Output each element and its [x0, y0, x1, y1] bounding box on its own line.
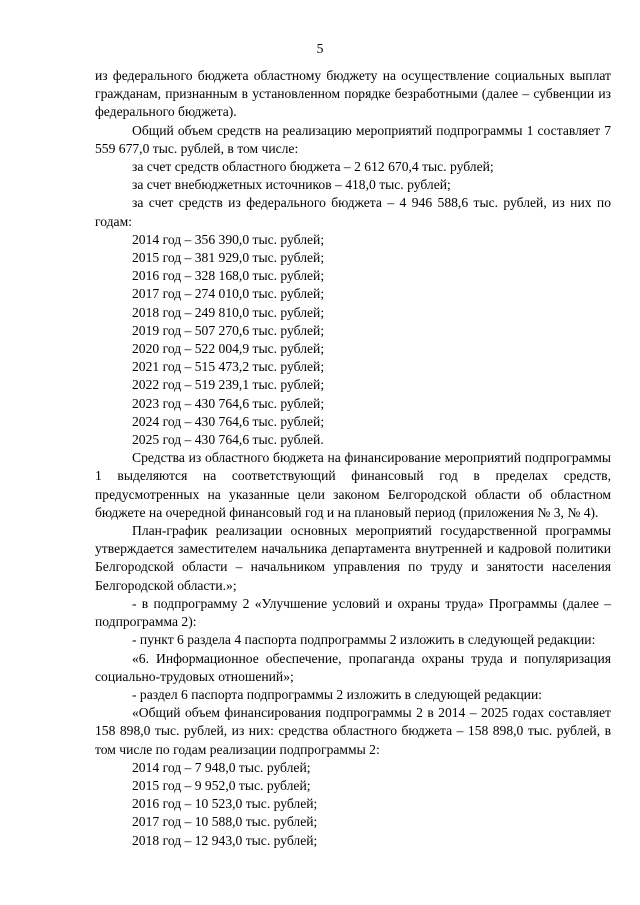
list-item: 2022 год – 519 239,1 тыс. рублей; — [132, 377, 325, 393]
list-item: 2015 год – 381 929,0 тыс. рублей; — [132, 250, 325, 266]
list-item: 2016 год – 328 168,0 тыс. рублей; — [132, 268, 325, 284]
list-item: 2017 год – 274 010,0 тыс. рублей; — [132, 286, 325, 302]
paragraph-subventions: из федерального бюджета областному бюджету на осуществление социальных выплат гражданам, признанным в установленном порядке безработными (далее – субвенции из федерального бюджета). — [95, 68, 611, 120]
paragraph-total-volume: Общий объем средств на реализацию мероприятий подпрограммы 1 составляет 7 559 677,0 тыс. рублей, в том числе: — [95, 122, 611, 156]
list-item: 2019 год – 507 270,6 тыс. рублей; — [132, 322, 325, 338]
list-item: 2017 год – 10 588,0 тыс. рублей; — [132, 814, 318, 830]
list-item: 2025 год – 430 764,6 тыс. рублей. — [132, 432, 324, 448]
list-item: 2014 год – 356 390,0 тыс. рублей; — [132, 231, 325, 247]
paragraph-regional-budget: за счет средств областного бюджета – 2 612 670,4 тыс. рублей; — [132, 159, 494, 175]
paragraph-total-financing-2: «Общий объем финансирования подпрограммы 2 в 2014 – 2025 годах составляет 158 898,0 тыс. рублей, из них: средства областного бюджета – 158 898,0 тыс. рублей, в том числе по годам реализации подпрограммы 2: — [95, 705, 611, 757]
list-item: 2020 год – 522 004,9 тыс. рублей; — [132, 341, 325, 357]
paragraph-plan-schedule: План-график реализации основных мероприятий государственной программы утверждается заместителем начальника департамента внутренней и кадровой политики Белгородской области – начальником управления по труду и занятости населения Белгородской области.»; — [95, 523, 611, 593]
list-item: 2024 год – 430 764,6 тыс. рублей; — [132, 413, 325, 429]
paragraph-information-support: «6. Информационное обеспечение, пропаганда охраны труда и популяризация социально-трудовых отношений»; — [95, 650, 611, 684]
paragraph-regional-funds-allocation: Средства из областного бюджета на финансирование мероприятий подпрограммы 1 выделяются на соответствующий финансовый год в пределах средств, предусмотренных на указанные цели законом Белгородской области об областном бюджете на очередной финансовый год и на плановый период (приложения № 3, № 4). — [95, 450, 611, 520]
list-item: 2014 год – 7 948,0 тыс. рублей; — [132, 759, 311, 775]
paragraph-item-6: - пункт 6 раздела 4 паспорта подпрограммы 2 изложить в следующей редакции: — [132, 632, 596, 648]
paragraph-subprogram-2: - в подпрограмму 2 «Улучшение условий и охраны труда» Программы (далее – подпрограмма 2): — [95, 595, 611, 630]
list-item: 2018 год – 249 810,0 тыс. рублей; — [132, 304, 325, 320]
list-item: 2018 год – 12 943,0 тыс. рублей; — [132, 832, 318, 848]
paragraph-extrabudgetary: за счет внебюджетных источников – 418,0 тыс. рублей; — [132, 177, 451, 193]
list-item: 2016 год – 10 523,0 тыс. рублей; — [132, 796, 318, 812]
document-body — [95, 67, 611, 850]
list-item: 2023 год – 430 764,6 тыс. рублей; — [132, 395, 325, 411]
page-number: 5 — [316, 41, 324, 56]
funding-by-year-list-2 — [95, 759, 611, 850]
funding-by-year-list-1 — [95, 231, 611, 449]
paragraph-federal-budget: за счет средств из федерального бюджета – 4 946 588,6 тыс. рублей, из них по годам: — [95, 195, 611, 229]
list-item: 2015 год – 9 952,0 тыс. рублей; — [132, 777, 311, 793]
paragraph-section-6: - раздел 6 паспорта подпрограммы 2 изложить в следующей редакции: — [132, 686, 543, 702]
list-item: 2021 год – 515 473,2 тыс. рублей; — [132, 359, 325, 375]
